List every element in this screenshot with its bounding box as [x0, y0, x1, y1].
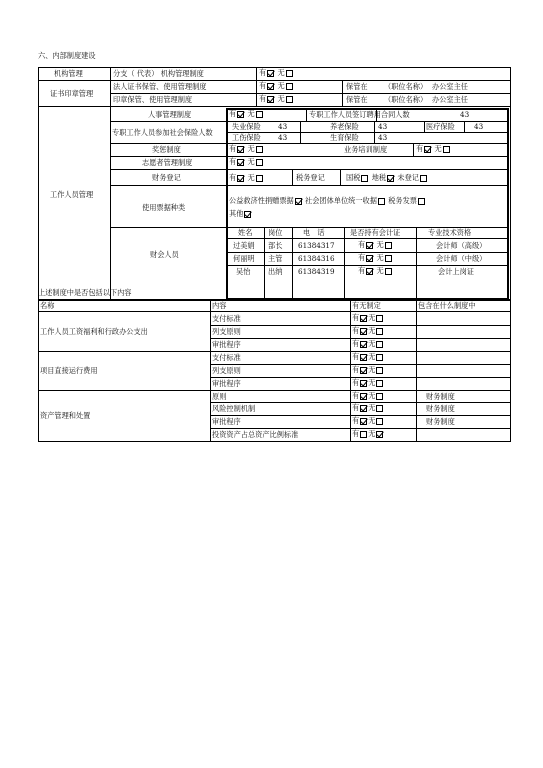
volunteer-label: 志愿者管理制度	[142, 158, 193, 167]
keeper-label-2: 保管在	[346, 95, 368, 104]
no-checkbox[interactable]	[376, 328, 383, 335]
row-exists-option: 有 无	[352, 378, 384, 387]
training-label: 业务培训制度	[344, 145, 388, 154]
insurance-value: 43	[278, 133, 288, 142]
finance-reg-label: 财务登记	[152, 173, 181, 182]
cert2-yes-checkbox[interactable]	[267, 96, 274, 103]
insurance-name: 工伤保险	[232, 133, 261, 142]
reward-label: 奖惩制度	[152, 145, 181, 154]
acc-header: 专业技术资格	[428, 228, 472, 237]
yes-checkbox[interactable]	[360, 315, 367, 322]
receipt-options-row2: 其他	[229, 209, 252, 218]
no-checkbox[interactable]	[376, 393, 383, 400]
row-content: 原则	[212, 392, 227, 401]
training-yes-checkbox[interactable]	[424, 146, 431, 153]
position-label-1: （职位名称）	[384, 82, 428, 91]
col-header-system: 包含在什么制度中	[418, 301, 476, 310]
volunteer-yes-checkbox[interactable]	[237, 159, 244, 166]
tax-reg-option: 国税 地税 未登记	[346, 173, 428, 182]
cert-item1: 法人证书保管、使用管理制度	[113, 82, 207, 91]
no-checkbox[interactable]	[376, 367, 383, 374]
volunteer-option: 有 无	[229, 157, 264, 166]
cert2-option: 有 无	[259, 94, 294, 103]
row-content: 支付标准	[212, 353, 241, 362]
no-checkbox[interactable]	[376, 431, 383, 438]
acc1-yes-checkbox[interactable]	[366, 242, 373, 249]
acc3-yes-checkbox[interactable]	[366, 268, 373, 275]
acc-post: 部长	[268, 241, 283, 250]
org-label: 机构管理	[54, 69, 83, 78]
row-content: 支付标准	[212, 314, 241, 323]
personnel-no-checkbox[interactable]	[256, 111, 263, 118]
no-checkbox[interactable]	[376, 380, 383, 387]
acc-cert-option: 有 无	[358, 253, 393, 262]
training-no-checkbox[interactable]	[443, 146, 450, 153]
row-exists-option: 有 无	[352, 313, 384, 322]
acc3-no-checkbox[interactable]	[385, 268, 392, 275]
reward-yes-checkbox[interactable]	[237, 146, 244, 153]
col-header-name: 名称	[40, 301, 55, 310]
row-content: 审批程序	[212, 379, 241, 388]
volunteer-no-checkbox[interactable]	[256, 159, 263, 166]
keeper-value-1: 办公室主任	[432, 82, 468, 91]
acc-post: 主管	[268, 254, 283, 263]
insurance-name: 医疗保险	[426, 122, 455, 131]
row-exists-option: 有 无	[352, 326, 384, 335]
tax-reg-label: 税务登记	[296, 173, 325, 182]
keeper-value-2: 办公室主任	[432, 95, 468, 104]
acc-post: 出纳	[268, 267, 283, 276]
acc1-no-checkbox[interactable]	[385, 242, 392, 249]
no-checkbox[interactable]	[376, 418, 383, 425]
part2-title: 上述制度中是否包括以下内容	[38, 288, 132, 297]
group-name: 项目直接运行费用	[40, 366, 98, 375]
receipt2-checkbox[interactable]	[378, 198, 385, 205]
accountant-label: 财会人员	[150, 250, 179, 259]
cert2-no-checkbox[interactable]	[286, 96, 293, 103]
yes-checkbox[interactable]	[360, 405, 367, 412]
row-exists-option: 有 无	[352, 352, 384, 361]
row-exists-option: 有 无	[352, 429, 384, 438]
insurance-name: 养老保险	[330, 122, 359, 131]
acc-header: 姓名	[238, 228, 253, 237]
finance-reg-option: 有 无	[229, 173, 264, 182]
row-system: 财务制度	[426, 392, 455, 401]
receipt4-checkbox[interactable]	[244, 211, 251, 218]
group-name: 资产管理和处置	[40, 411, 91, 420]
col-header-content: 内容	[212, 301, 227, 310]
receipt1-checkbox[interactable]	[295, 198, 302, 205]
not-registered-checkbox[interactable]	[420, 175, 427, 182]
no-checkbox[interactable]	[376, 315, 383, 322]
yes-checkbox[interactable]	[360, 393, 367, 400]
org-yes-checkbox[interactable]	[267, 70, 274, 77]
acc-phone: 61384317	[298, 241, 335, 250]
row-system: 财务制度	[426, 404, 455, 413]
row-content: 投资资产占总资产比例标准	[212, 430, 299, 439]
receipt3-checkbox[interactable]	[418, 198, 425, 205]
cert1-no-checkbox[interactable]	[286, 83, 293, 90]
insurance-value: 43	[474, 122, 484, 131]
cert1-option: 有 无	[259, 81, 294, 90]
keeper-label-1: 保管在	[346, 82, 368, 91]
insurance-label: 专职工作人员参加社会保险人数	[112, 128, 213, 137]
contract-label: 专职工作人员签订聘用合同人数	[309, 110, 410, 119]
row-exists-option: 有 无	[352, 391, 384, 400]
row-content: 审批程序	[212, 340, 241, 349]
row-exists-option: 有 无	[352, 339, 384, 348]
yes-checkbox[interactable]	[360, 431, 367, 438]
personnel-label: 人事管理制度	[148, 110, 192, 119]
yes-checkbox[interactable]	[360, 328, 367, 335]
row-content: 风险控制机制	[212, 404, 256, 413]
personnel-yes-checkbox[interactable]	[237, 111, 244, 118]
acc-phone: 61384316	[298, 254, 335, 263]
contract-count: 43	[460, 110, 470, 119]
receipt-options-row1: 公益救济性捐赠票据 社会团体单位统一收据 税务发票	[229, 196, 426, 205]
acc-phone: 61384319	[298, 267, 335, 276]
local-tax-checkbox[interactable]	[387, 175, 394, 182]
acc-header: 岗位	[268, 228, 283, 237]
row-content: 审批程序	[212, 417, 241, 426]
row-exists-option: 有 无	[352, 403, 384, 412]
national-tax-checkbox[interactable]	[361, 175, 368, 182]
org-item: 分支（ 代表） 机构管理制度	[113, 69, 204, 78]
insurance-value: 43	[278, 122, 288, 131]
insurance-name: 生育保险	[330, 133, 359, 142]
acc-name: 何丽明	[233, 254, 255, 263]
reward-no-checkbox[interactable]	[256, 146, 263, 153]
no-checkbox[interactable]	[376, 341, 383, 348]
acc-name: 吴怡	[236, 267, 251, 276]
yes-checkbox[interactable]	[360, 380, 367, 387]
personnel-option: 有 无	[229, 109, 264, 118]
acc-header: 电 话	[303, 228, 325, 237]
yes-checkbox[interactable]	[360, 341, 367, 348]
receipt-label: 使用票据种类	[142, 203, 186, 212]
acc2-no-checkbox[interactable]	[385, 255, 392, 262]
col-header-exists: 有无制定	[352, 301, 381, 310]
reward-option: 有 无	[229, 144, 264, 153]
staff-label: 工作人员管理	[50, 190, 94, 199]
cert1-yes-checkbox[interactable]	[267, 83, 274, 90]
acc-qual: 会计上岗证	[438, 267, 474, 276]
row-system: 财务制度	[426, 417, 455, 426]
group-name: 工作人员工资福利和行政办公支出	[40, 327, 148, 336]
org-no-checkbox[interactable]	[286, 70, 293, 77]
no-checkbox[interactable]	[376, 354, 383, 361]
row-exists-option: 有 无	[352, 365, 384, 374]
insurance-value: 43	[378, 133, 388, 142]
acc-qual: 会计师（高级）	[436, 241, 487, 250]
finance-no-checkbox[interactable]	[256, 175, 263, 182]
org-option: 有 无	[259, 68, 294, 77]
yes-checkbox[interactable]	[360, 367, 367, 374]
acc-cert-option: 有 无	[358, 266, 393, 275]
yes-checkbox[interactable]	[360, 354, 367, 361]
insurance-value: 43	[378, 122, 388, 131]
row-exists-option: 有 无	[352, 416, 384, 425]
cert-label: 证书印章管理	[50, 89, 94, 98]
finance-yes-checkbox[interactable]	[237, 175, 244, 182]
section-title: 六、内部制度建设	[38, 51, 96, 60]
acc2-yes-checkbox[interactable]	[366, 255, 373, 262]
row-content: 列支原则	[212, 327, 241, 336]
acc-name: 过美娟	[233, 241, 255, 250]
cert-item2: 印章保管、使用管理制度	[113, 95, 193, 104]
acc-header: 是否持有会计证	[350, 228, 401, 237]
yes-checkbox[interactable]	[360, 418, 367, 425]
acc-cert-option: 有 无	[358, 240, 393, 249]
row-content: 列支原则	[212, 366, 241, 375]
insurance-name: 失业保险	[232, 122, 261, 131]
acc-qual: 会计师（中级）	[436, 254, 487, 263]
training-option: 有 无	[416, 144, 451, 153]
no-checkbox[interactable]	[376, 405, 383, 412]
position-label-2: （职位名称）	[384, 95, 428, 104]
